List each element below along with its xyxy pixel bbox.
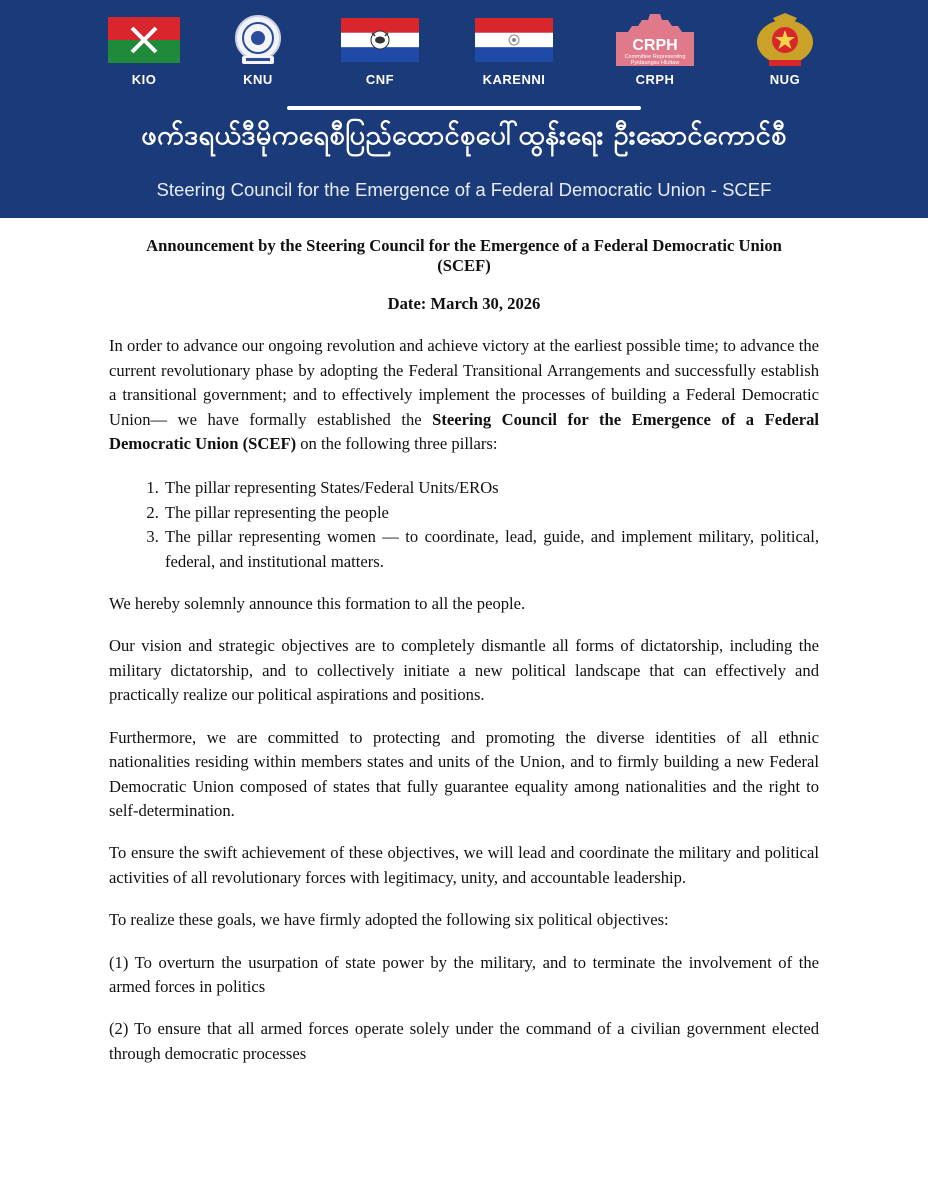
intro-text-2: on the following three pillars:: [296, 434, 498, 454]
paragraph: Furthermore, we are committed to protecting and promoting the diverse identities of all ethnic nationalities residing within members states and units of the Union, and to firmly building a new Federal Democratic Union composed of states that fully guarantee equality among nationalities and the right to self-determination.: [109, 727, 819, 820]
burmese-title: ဖက်ဒရယ်ဒီမိုကရေစီပြည်ထောင်စုပေါ်ထွန်းရေး ဦးဆောင်ကောင်စီ: [141, 120, 787, 151]
paragraph: (2) To ensure that all armed forces operate solely under the command of a civilian government elected through democratic processes: [109, 1019, 819, 1063]
intro-text-1: In order to advance our ongoing revolution and achieve victory at the earliest possible time; to advance the current revolutionary phase by adopting the Federal Transitional Arrangements and successfully establish a transitional government; and to effectively implement the processes of building a Federal Democratic Union— we have formally established the: [109, 336, 819, 429]
paragraph: (1) To overturn the usurpation of state power by the military, and to terminate the involvement of the armed forces in politics: [109, 952, 819, 996]
knu-emblem-icon: [230, 12, 286, 68]
paragraph: To realize these goals, we have firmly adopted the following six political objectives:: [109, 910, 669, 930]
list-item: 3. The pillar representing women — to coordinate, lead, guide, and implement military, political, federal, and institutional matters.: [163, 525, 819, 574]
logo-label: KIO: [131, 72, 157, 87]
announcement-title: [109, 236, 819, 276]
paragraph: To ensure the swift achievement of these objectives, we will lead and coordinate the military and political activities of all revolutionary forces with legitimacy, unity, and accountable leadership.: [109, 843, 819, 887]
paragraph: Our vision and strategic objectives are to completely dismantle all forms of dictatorship, including the military dictatorship, and to collectively initiate a new political landscape that can effectively and practically realize our political aspirations and positions.: [109, 636, 819, 705]
list-item: 2. The pillar representing the people: [163, 501, 819, 525]
list-item: 1. The pillar representing States/Federal Units/EROs: [163, 476, 819, 500]
logo-cnf: [330, 14, 430, 87]
logo-kio: [94, 14, 194, 87]
karenni-flag-icon: [475, 18, 553, 62]
paragraph: We hereby solemnly announce this formation to all the people.: [109, 594, 526, 614]
pillars-list: [109, 476, 819, 574]
logo-crph: [605, 14, 705, 87]
nug-emblem-icon: [751, 12, 819, 68]
title-line-2: (SCEF): [437, 256, 491, 275]
logo-karenni: [464, 14, 564, 87]
cnf-flag-icon: [341, 18, 419, 62]
crph-emblem-icon: [606, 12, 704, 68]
announcement-date: Date: March 30, 2026: [387, 294, 541, 313]
crph-emblem-subtext-1: Committee Representing: [624, 54, 686, 60]
kio-flag-icon: [108, 17, 180, 63]
announcement-body: [109, 236, 819, 1066]
logo-label: CNF: [365, 72, 395, 87]
logo-label: KARENNI: [482, 72, 546, 87]
logo-nug: [735, 14, 835, 87]
logo-knu: [208, 14, 308, 87]
logo-label: NUG: [769, 72, 801, 87]
intro-paragraph: [109, 334, 819, 456]
header-divider: [287, 106, 641, 110]
intro-council-name: Steering Council for the Emergence of a Federal Democratic Union (SCEF): [109, 409, 819, 454]
crph-emblem-subtext-2: Pyidaungsu Hluttaw: [630, 60, 680, 66]
english-council-title: Steering Council for the Emergence of a Federal Democratic Union - SCEF: [156, 179, 772, 200]
crph-emblem-text: CRPH: [632, 37, 678, 54]
logo-label: KNU: [243, 72, 273, 87]
logo-label: CRPH: [635, 72, 675, 87]
title-line-1: Announcement by the Steering Council for the Emergence of a Federal Democratic Union: [146, 236, 782, 255]
header-banner: [0, 0, 928, 218]
